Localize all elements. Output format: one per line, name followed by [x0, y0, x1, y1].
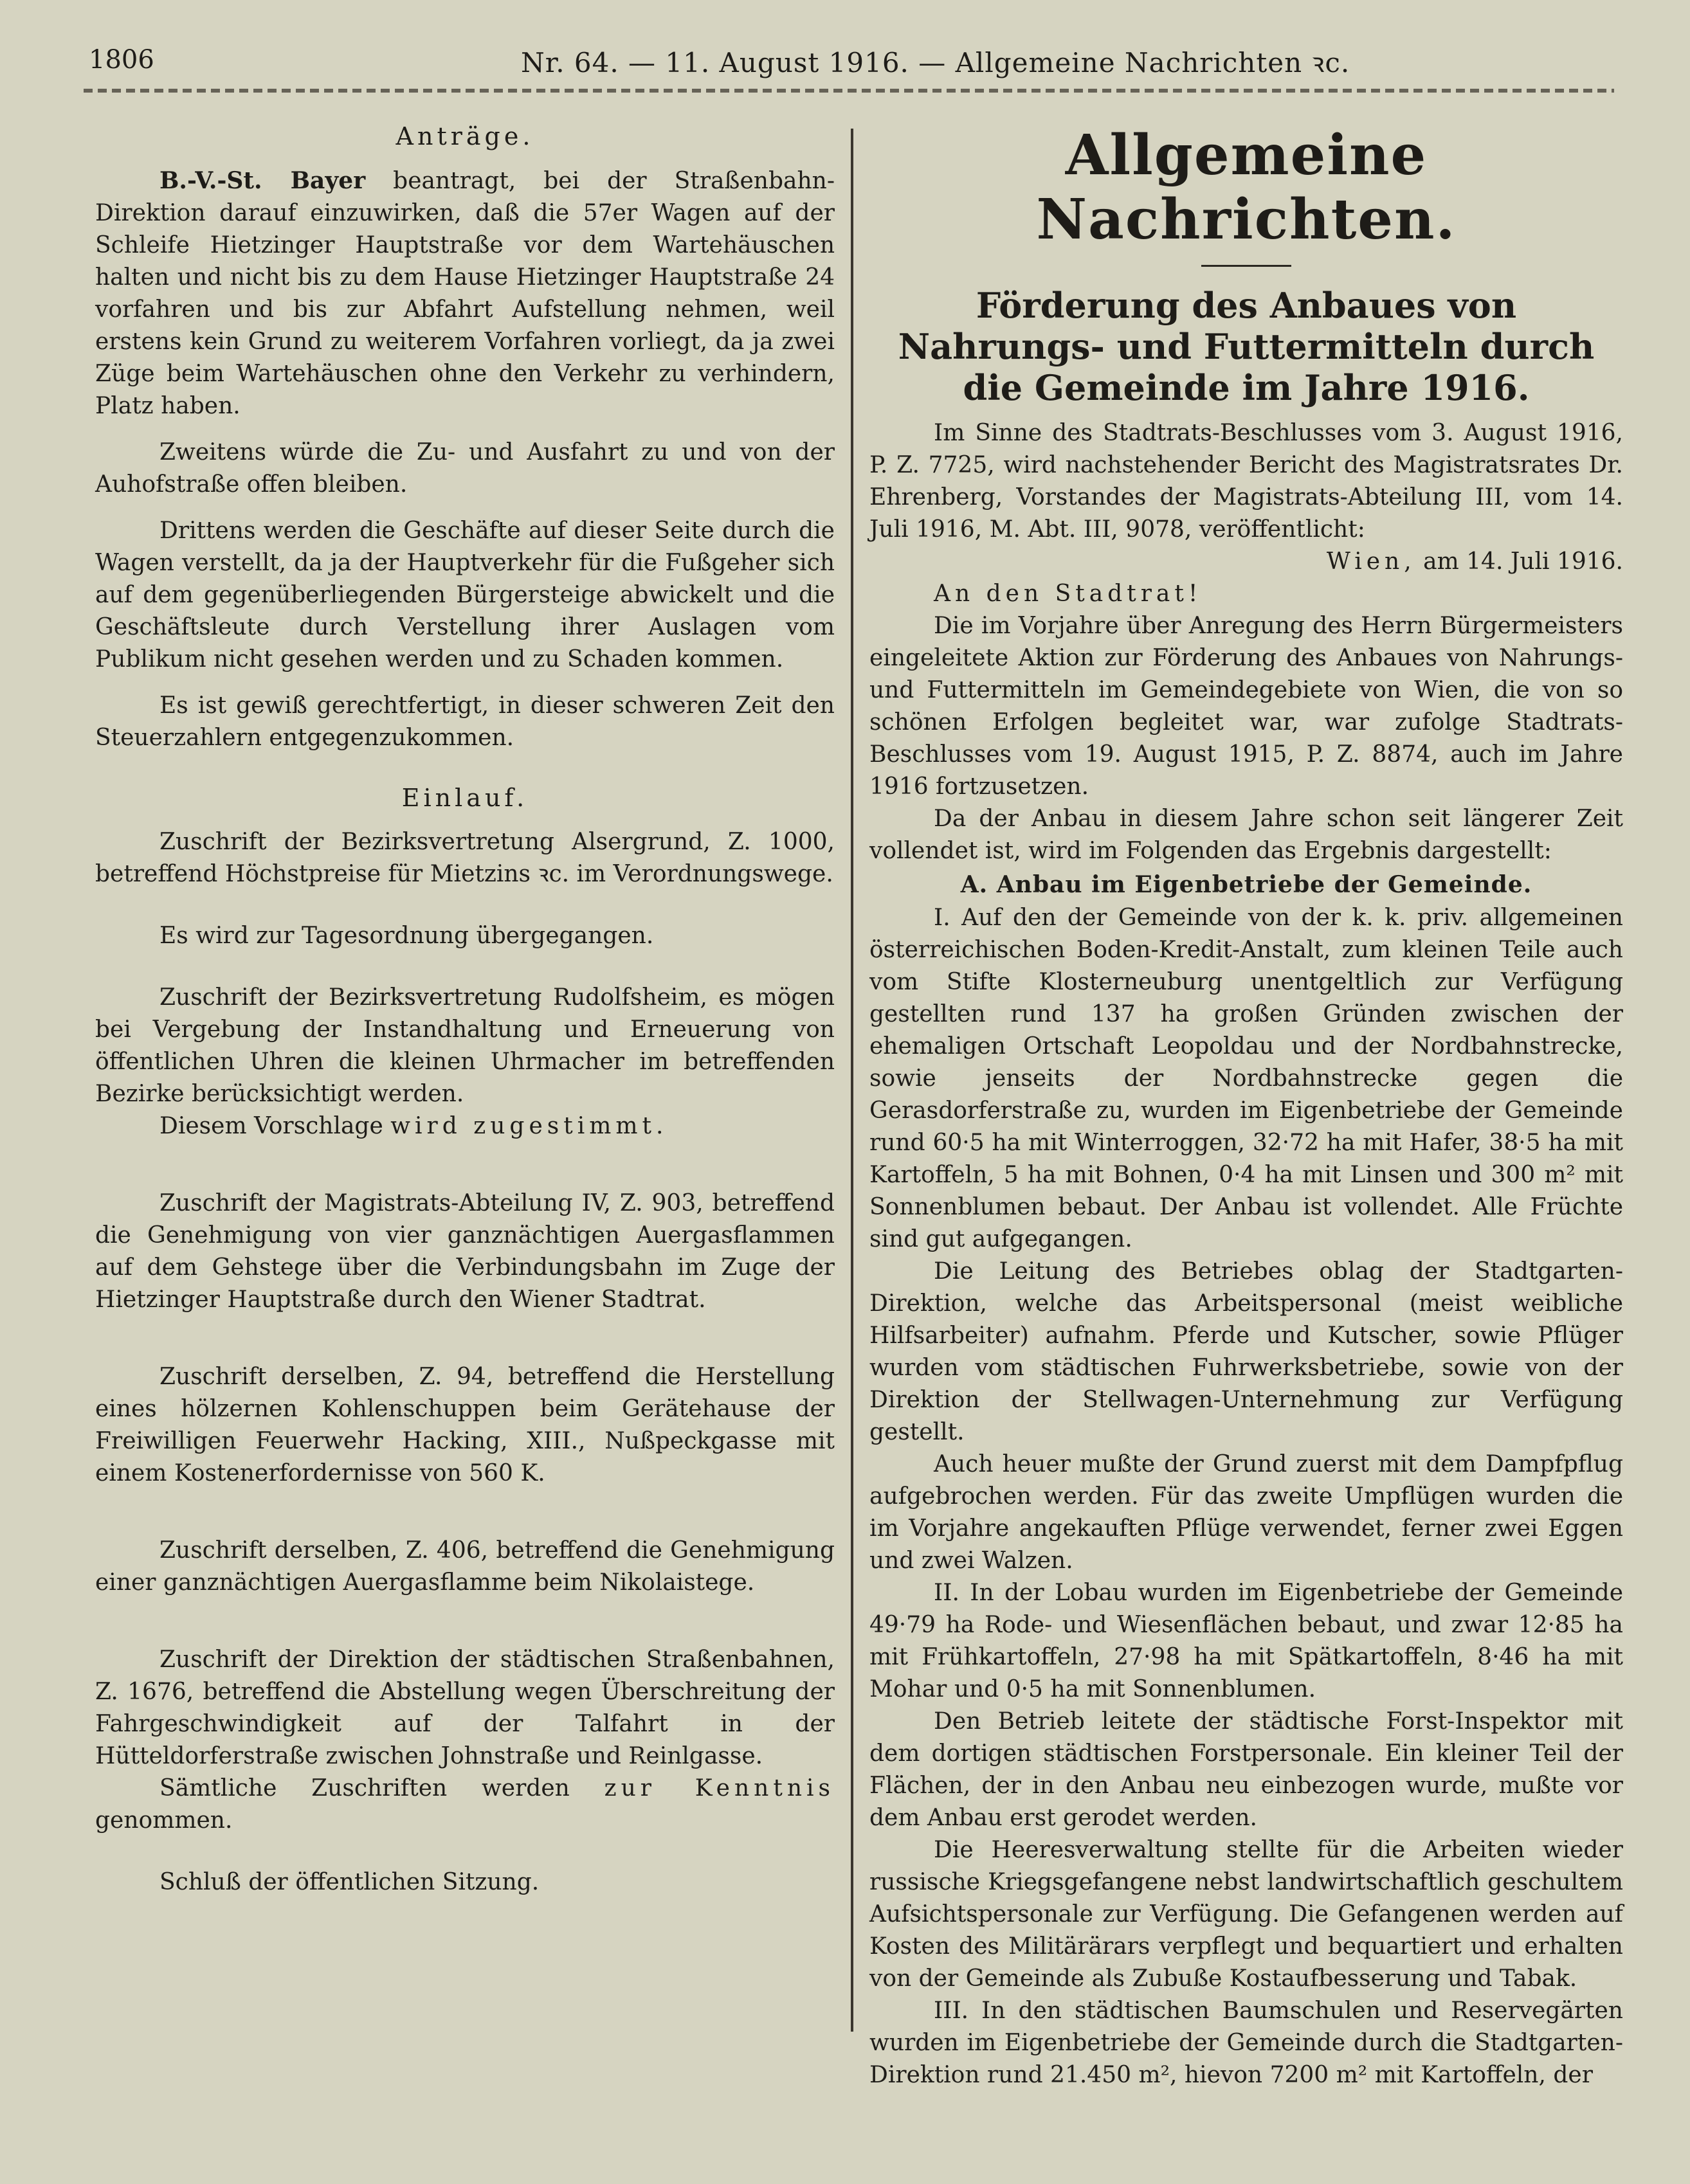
- dateline-date: am 14. Juli 1916.: [1423, 548, 1623, 575]
- einlauf-result: Es wird zur Tagesordnung übergegangen.: [159, 923, 654, 949]
- right-column: [869, 122, 1623, 2091]
- dateline-place: Wien,: [1326, 548, 1416, 575]
- body-paragraph: Auch heuer mußte der Grund zuerst mit dem Dampfpflug aufgebrochen werden. Für das zweite Umpflügen wurden die im Vorjahre angekauften Pflüge verwendet, ferner zwei Eggen und zwei Walzen.: [869, 1451, 1623, 1574]
- section-title: Allgemeine Nachrichten.: [1036, 123, 1457, 252]
- body-paragraph: Da der Anbau in diesem Jahre schon seit längerer Zeit vollendet ist, wird im Folgenden das Ergebnis dargestellt:: [869, 806, 1623, 864]
- body-paragraph: Den Betrieb leitete der städtische Forst-Inspektor mit dem dortigen städtischen Forstpersonale. Ein kleiner Teil der Flächen, der in den Anbau neu einbezogen wurde, mußte vor dem Anbau erst gerodet werden.: [869, 1708, 1623, 1831]
- title-rule: [1201, 265, 1291, 267]
- intro-paragraph: Im Sinne des Stadtrats-Beschlusses vom 3. August 1916, P. Z. 7725, wird nachstehender Bericht des Magistratsrates Dr. Ehrenberg, Vorstandes der Magistrats-Abteilung III, vom 14. Juli 1916, M. Abt. III, 9078, veröffentlicht:: [869, 420, 1623, 543]
- einlauf-item: Zuschrift der Direktion der städtischen Straßenbahnen, Z. 1676, betreffend die Abstellung wegen Überschreitung der Fahrgeschwindigkeit auf der Talfahrt in der Hütteldorferstraße zwischen Johnstraße und Reinlgasse.: [95, 1647, 835, 1769]
- left-column: [95, 122, 835, 1899]
- column-divider: [851, 129, 853, 2032]
- drittens-paragraph: Drittens werden die Geschäfte auf dieser Seite durch die Wagen verstellt, da ja der Hauptverkehr für die Fußgeher sich auf dem gegenüberliegenden Bürgersteige abwickelt und die Geschäftsleute durch Verstellung ihrer Auslagen vom Publikum nicht gesehen werden und zu Schaden kommen.: [95, 518, 835, 672]
- salutation: An den Stadtrat!: [934, 581, 1203, 607]
- antrag-name: B.-V.-St. Bayer: [159, 167, 366, 194]
- gerechtfertigt-paragraph: Es ist gewiß gerechtfertigt, in dieser schweren Zeit den Steuerzahlern entgegenzukommen.: [95, 692, 835, 751]
- einlauf-summary: [95, 1773, 835, 1837]
- running-title: Nr. 64. — 11. August 1916. — Allgemeine Nachrichten ꝛc.: [521, 47, 1350, 78]
- einlauf-item: Zuschrift der Magistrats-Abteilung IV, Z. 903, betreffend die Genehmigung von vier ganznächtigen Auergasflammen auf dem Gehstege über die Verbindungsbahn im Zuge der Hietzinger Hauptstraße durch den Wiener Stadtrat.: [95, 1190, 835, 1313]
- schluss-line: Schluß der öffentlichen Sitzung.: [159, 1869, 540, 1895]
- body-paragraph: Die Leitung des Betriebes oblag der Stadtgarten-Direktion, welche das Arbeitspersonal (meist weibliche Hilfsarbeiter) aufnahm. Pferde und Kutscher, sowie Pflüger wurden vom städtischen Fuhrwerksbetriebe, sowie von der Direktion der Stellwagen-Unternehmung zur Verfügung gestellt.: [869, 1258, 1623, 1445]
- result-part: Diesem Vorschlage: [159, 1113, 383, 1139]
- einlauf-item: Zuschrift derselben, Z. 94, betreffend die Herstellung eines hölzernen Kohlenschuppen beim Gerätehause der Freiwilligen Feuerwehr Hacking, XIII., Nußpeckgasse mit einem Kostenerfordernisse von 560 K.: [95, 1364, 835, 1486]
- summary-part: genommen.: [95, 1807, 233, 1834]
- einlauf-item: Zuschrift derselben, Z. 406, betreffend die Genehmigung einer ganznächtigen Auergasflamme beim Nikolaistege.: [95, 1537, 835, 1596]
- einlauf-result: [95, 1110, 835, 1142]
- antrag-paragraph: [95, 165, 835, 422]
- summary-emphasis: zur Kenntnis: [604, 1775, 835, 1801]
- summary-part: Sämtliche Zuschriften werden: [159, 1775, 570, 1801]
- page-header: [84, 39, 1588, 84]
- body-paragraph: Die Heeresverwaltung stellte für die Arbeiten wieder russische Kriegsgefangene nebst landwirtschaftlich geschultem Aufsichtspersonale zur Verfügung. Die Gefangenen werden auf Kosten des Militärärars verpflegt und bequartiert und erhalten von der Gemeinde als Zubuße Kostaufbesserung und Tabak.: [869, 1837, 1623, 1992]
- body-paragraph: II. In der Lobau wurden im Eigenbetriebe der Gemeinde 49·79 ha Rode- und Wiesenflächen bebaut, und zwar 12·85 ha mit Frühkartoffeln, 27·98 ha mit Spätkartoffeln, 8·46 ha mit Mohar und 0·5 ha mit Sonnenblumen.: [869, 1580, 1623, 1702]
- section-a-heading: A. Anbau im Eigenbetriebe der Gemeinde.: [960, 871, 1532, 898]
- article-title: Förderung des Anbaues von Nahrungs- und Futtermitteln durch die Gemeinde im Jahre 1916.: [898, 285, 1595, 408]
- antraege-heading: Anträge.: [395, 122, 534, 150]
- dateline: [869, 546, 1623, 578]
- body-paragraph: Die im Vorjahre über Anregung des Herrn Bürgermeisters eingeleitete Aktion zur Förderung des Anbaues von Nahrungs- und Futtermitteln im Gemeindegebiete von Wien, die von so schönen Erfolgen begleitet war, war zufolge Stadtrats-Beschlusses vom 19. August 1915, P. Z. 8874, auch im Jahre 1916 fortzusetzen.: [869, 613, 1623, 800]
- result-emphasis: wird zugestimmt.: [390, 1113, 668, 1139]
- header-rule: [84, 89, 1614, 93]
- zweitens-paragraph: Zweitens würde die Zu- und Ausfahrt zu und von der Auhofstraße offen bleiben.: [95, 439, 835, 498]
- einlauf-item: Zuschrift der Bezirksvertretung Alsergrund, Z. 1000, betreffend Höchstpreise für Mietzins ꝛc. im Verordnungswege.: [95, 829, 835, 887]
- antrag-text: beantragt, bei der Straßenbahn-Direktion darauf einzuwirken, daß die 57er Wagen auf der Schleife Hietzinger Hauptstraße vor dem Wartehäuschen halten und nicht bis zu dem Hause Hietzinger Hauptstraße 24 vorfahren und bis zur Abfahrt Aufstellung nehmen, weil erstens kein Grund zu weiterem Vorfahren vorliegt, da ja zwei Züge beim Wartehäuschen ohne den Verkehr zu verhindern, Platz haben.: [95, 168, 835, 419]
- page-number: 1806: [89, 45, 154, 75]
- einlauf-heading: Einlauf.: [401, 784, 529, 812]
- body-paragraph: I. Auf den der Gemeinde von der k. k. priv. allgemeinen österreichischen Boden-Kredit-Anstalt, zum kleinen Teile auch vom Stifte Klosterneuburg unentgeltlich zur Verfügung gestellten rund 137 ha großen Gründen zwischen der ehemaligen Ortschaft Leopoldau und der Nordbahnstrecke, sowie jenseits der Nordbahnstrecke gegen die Gerasdorferstraße zu, wurden im Eigenbetriebe der Gemeinde rund 60·5 ha mit Winterroggen, 32·72 ha mit Hafer, 38·5 ha mit Kartoffeln, 5 ha mit Bohnen, 0·4 ha mit Linsen und 300 m² mit Sonnenblumen bebaut. Der Anbau ist vollendet. Alle Früchte sind gut aufgegangen.: [869, 905, 1623, 1252]
- body-paragraph: III. In den städtischen Baumschulen und Reservegärten wurden im Eigenbetriebe der Gemeinde durch die Stadtgarten-Direktion rund 21.450 m², hievon 7200 m² mit Kartoffeln, der: [869, 1998, 1623, 2088]
- einlauf-item: Zuschrift der Bezirksvertretung Rudolfsheim, es mögen bei Vergebung der Instandhaltung und Erneuerung von öffentlichen Uhren die kleinen Uhrmacher im betreffenden Bezirke berücksichtigt werden.: [95, 984, 835, 1107]
